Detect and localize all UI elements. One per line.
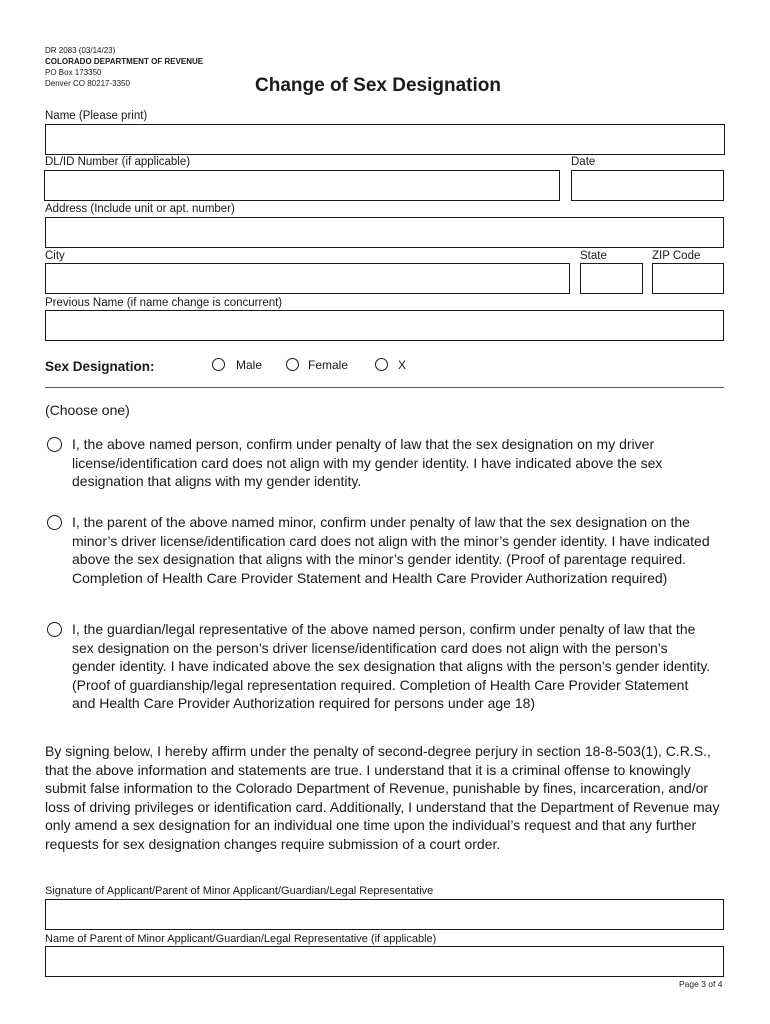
option-self-radio[interactable] bbox=[47, 437, 62, 452]
sex-male-radio[interactable] bbox=[212, 358, 225, 371]
address-label: Address (Include unit or apt. number) bbox=[45, 203, 235, 215]
signature-field[interactable] bbox=[45, 899, 724, 930]
city-field[interactable] bbox=[45, 263, 570, 294]
dlid-label: DL/ID Number (if applicable) bbox=[45, 156, 191, 168]
option-self-text: I, the above named person, confirm under penalty of law that the sex designation on my driver license/identification card does not align with my gender identity. I have indicated above the sex designation that aligns with my gender identity. bbox=[72, 436, 663, 490]
date-field[interactable] bbox=[571, 170, 724, 201]
state-label: State bbox=[580, 250, 607, 262]
po-box: PO Box 173350 bbox=[45, 68, 102, 77]
parent-name-field[interactable] bbox=[45, 946, 724, 977]
sex-x-label: X bbox=[398, 358, 407, 372]
previous-name-field[interactable] bbox=[45, 310, 724, 341]
previous-name-label: Previous Name (if name change is concurrent) bbox=[45, 297, 283, 309]
form-id: DR 2083 (03/14/23) bbox=[45, 46, 116, 55]
department-name: COLORADO DEPARTMENT OF REVENUE bbox=[45, 57, 204, 66]
sex-designation-label: Sex Designation: bbox=[45, 359, 155, 374]
sex-male-label: Male bbox=[236, 358, 263, 372]
option-guardian-text: I, the guardian/legal representative of the above named person, confirm under penalty of law that the sex designation on the person’s driver license/identification card does not align with the person’s gender identity. I have indicated above the sex designation that aligns with the person’s gender identity. (Proof of guardianship/legal representation required. Completion of Health Care Provider Statement and Health Care Provider Authorization required for persons under age 18) bbox=[72, 621, 711, 712]
sex-x-radio[interactable] bbox=[375, 358, 388, 371]
affirmation-text: By signing below, I hereby affirm under the penalty of second-degree perjury in section 18-8-503(1), C.R.S., that the above information and statements are true. I understand that it is a criminal offense to knowingly submit false information to the Colorado Department of Revenue, punishable by fines, incarceration, and/or loss of driving privileges or identification card. Additionally, I understand that the Department of Revenue may only amend a sex designation for an individual one time upon the individual’s request and that any further requests for sex designation changes require submission of a court order. bbox=[45, 743, 720, 852]
option-parent-radio[interactable] bbox=[47, 515, 62, 530]
address-field[interactable] bbox=[45, 217, 724, 248]
form-title: Change of Sex Designation bbox=[255, 75, 501, 96]
name-field[interactable] bbox=[45, 124, 725, 155]
dlid-field[interactable] bbox=[44, 170, 560, 201]
option-parent-text: I, the parent of the above named minor, confirm under penalty of law that the sex designation on the minor’s driver license/identification card does not align with the minor’s gender identity. I have indicated above the sex designation that aligns with the minor’s gender identity. (Proof of parentage required. Completion of Health Care Provider Statement and Health Care Provider Authorization required) bbox=[72, 514, 710, 586]
signature-label: Signature of Applicant/Parent of Minor Applicant/Guardian/Legal Representative bbox=[45, 885, 434, 897]
page-number: Page 3 of 4 bbox=[679, 979, 723, 989]
state-field[interactable] bbox=[580, 263, 643, 294]
section-divider bbox=[45, 387, 724, 388]
date-label: Date bbox=[571, 156, 596, 168]
choose-one-heading: (Choose one) bbox=[45, 402, 130, 418]
name-label: Name (Please print) bbox=[45, 110, 148, 122]
parent-name-label: Name of Parent of Minor Applicant/Guardian/Legal Representative (if applicable) bbox=[45, 933, 437, 945]
sex-female-radio[interactable] bbox=[286, 358, 299, 371]
city-zip: Denver CO 80217-3350 bbox=[45, 79, 130, 88]
sex-female-label: Female bbox=[308, 358, 349, 372]
zip-label: ZIP Code bbox=[652, 250, 701, 262]
city-label: City bbox=[45, 250, 65, 262]
option-guardian-radio[interactable] bbox=[47, 622, 62, 637]
zip-field[interactable] bbox=[652, 263, 724, 294]
